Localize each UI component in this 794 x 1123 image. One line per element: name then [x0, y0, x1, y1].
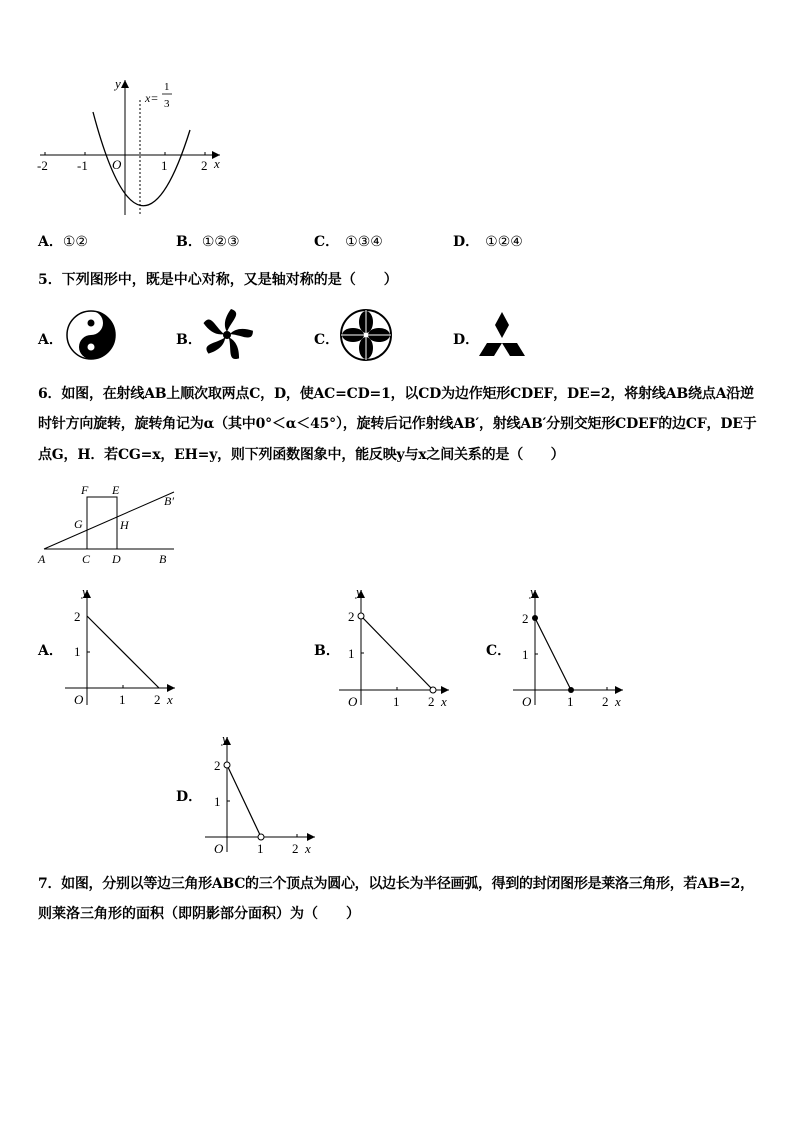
option-text: ①②③ — [201, 234, 240, 250]
svg-text:E: E — [112, 483, 120, 497]
svg-text:O: O — [522, 694, 532, 709]
closed-point — [568, 687, 574, 693]
fraction-denominator: 3 — [164, 98, 170, 110]
symmetry-label: x= — [145, 91, 159, 105]
ray-ab-prime — [44, 492, 174, 549]
tick-2: 2 — [201, 158, 208, 173]
svg-text:1: 1 — [74, 644, 81, 659]
svg-text:y: y — [222, 731, 228, 746]
q5-option-d-letter[interactable]: D． — [453, 332, 480, 348]
option-letter: D． — [453, 234, 480, 250]
svg-text:y: y — [530, 584, 536, 599]
three-diamonds-icon[interactable] — [477, 310, 527, 358]
parabola-graph — [30, 70, 230, 220]
graph-line — [535, 618, 571, 690]
svg-text:2: 2 — [522, 611, 529, 626]
svg-text:A: A — [38, 552, 46, 566]
q4-option-b[interactable] — [176, 234, 240, 250]
svg-text:D: D — [112, 552, 121, 566]
open-point — [258, 834, 264, 840]
q6-option-c-graph[interactable] — [508, 580, 638, 710]
q5-option-c-letter[interactable]: C． — [314, 332, 340, 348]
svg-text:x: x — [167, 692, 173, 707]
svg-text:2: 2 — [214, 758, 221, 773]
q6-option-d-graph[interactable] — [200, 727, 330, 857]
open-point — [224, 762, 230, 768]
pinwheel-flower-icon[interactable] — [200, 308, 254, 362]
parabola-curve — [93, 112, 190, 206]
q4-option-a[interactable] — [38, 234, 88, 250]
svg-text:x: x — [615, 694, 621, 709]
svg-text:x: x — [441, 694, 447, 709]
closed-point — [532, 615, 538, 621]
svg-text:O: O — [74, 692, 84, 707]
q6-option-a-letter[interactable]: A． — [38, 643, 63, 659]
svg-text:O: O — [214, 841, 224, 856]
tick-neg1: -1 — [77, 158, 88, 173]
svg-text:1: 1 — [567, 694, 574, 709]
q5-question: 5．下列图形中，既是中心对称，又是轴对称的是（ ） — [38, 272, 398, 288]
svg-text:x: x — [305, 841, 311, 856]
q6-option-b-letter[interactable]: B． — [314, 643, 340, 659]
svg-text:2: 2 — [602, 694, 609, 709]
q6-option-c-letter[interactable]: C． — [486, 643, 512, 659]
svg-text:1: 1 — [214, 794, 221, 809]
svg-text:2: 2 — [154, 692, 161, 707]
svg-text:y: y — [356, 584, 362, 599]
rectangle-cdef — [87, 497, 117, 549]
svg-text:2: 2 — [348, 609, 355, 624]
svg-text:2: 2 — [292, 841, 299, 856]
svg-text:1: 1 — [119, 692, 126, 707]
open-point — [430, 687, 436, 693]
option-letter: A． — [38, 234, 63, 250]
q6-option-a-graph[interactable] — [60, 580, 190, 710]
q6-line1: 6．如图，在射线AB上顺次取两点C，D，使AC=CD=1，以CD为边作矩形CDEF，DE=2，将射线AB绕点A沿逆 — [38, 386, 754, 402]
svg-text:H: H — [120, 518, 129, 532]
option-text: ①② — [62, 234, 88, 250]
svg-text:2: 2 — [74, 609, 81, 624]
option-letter: C． — [314, 234, 340, 250]
q6-line3: 点G，H．若CG=x，EH=y，则下列函数图象中，能反映y与x之间关系的是（ ） — [38, 447, 565, 463]
svg-text:G: G — [74, 517, 83, 531]
option-letter: B． — [176, 234, 202, 250]
svg-text:1: 1 — [348, 646, 355, 661]
svg-text:C: C — [82, 552, 91, 566]
origin-label: O — [112, 157, 122, 172]
svg-text:B: B — [159, 552, 167, 566]
graph-line — [361, 616, 433, 690]
tick-1: 1 — [161, 158, 168, 173]
q4-option-c[interactable] — [314, 234, 383, 250]
y-axis-label: y — [115, 76, 121, 91]
tick-neg2: -2 — [37, 158, 48, 173]
q6-geometry-figure — [34, 478, 184, 570]
fraction-numerator: 1 — [164, 81, 170, 93]
svg-text:y: y — [82, 584, 88, 599]
y-axis-arrow — [121, 80, 129, 88]
q7-line2: 则莱洛三角形的面积（即阴影部分面积）为（ ） — [38, 906, 360, 922]
yin-yang-icon[interactable] — [65, 309, 117, 361]
q6-option-d-letter[interactable]: D． — [176, 789, 203, 805]
svg-text:1: 1 — [522, 647, 529, 662]
q4-option-d[interactable] — [453, 234, 523, 250]
graph-line — [87, 616, 159, 688]
svg-text:O: O — [348, 694, 358, 709]
svg-text:1: 1 — [257, 841, 264, 856]
x-axis-label: x — [214, 156, 220, 171]
svg-text:F: F — [81, 483, 89, 497]
q5-option-a-letter[interactable]: A． — [38, 332, 63, 348]
q7-line1: 7．如图，分别以等边三角形ABC的三个顶点为圆心，以边长为半径画弧，得到的封闭图形是莱洛三角形，若AB=2， — [38, 876, 754, 892]
svg-text:2: 2 — [428, 694, 435, 709]
four-petal-circle-icon[interactable] — [339, 308, 393, 362]
svg-text:1: 1 — [393, 694, 400, 709]
option-text: ①②④ — [485, 234, 523, 250]
open-point — [358, 613, 364, 619]
option-text: ①③④ — [345, 234, 383, 250]
q6-line2: 时针方向旋转，旋转角记为α（其中0°＜α＜45°），旋转后记作射线AB′，射线AB′分别交矩形CDEF的边CF，DE于 — [38, 416, 757, 432]
svg-text:B′: B′ — [164, 494, 174, 508]
q5-option-b-letter[interactable]: B． — [176, 332, 202, 348]
graph-line — [227, 765, 261, 837]
q6-option-b-graph[interactable] — [334, 580, 464, 710]
